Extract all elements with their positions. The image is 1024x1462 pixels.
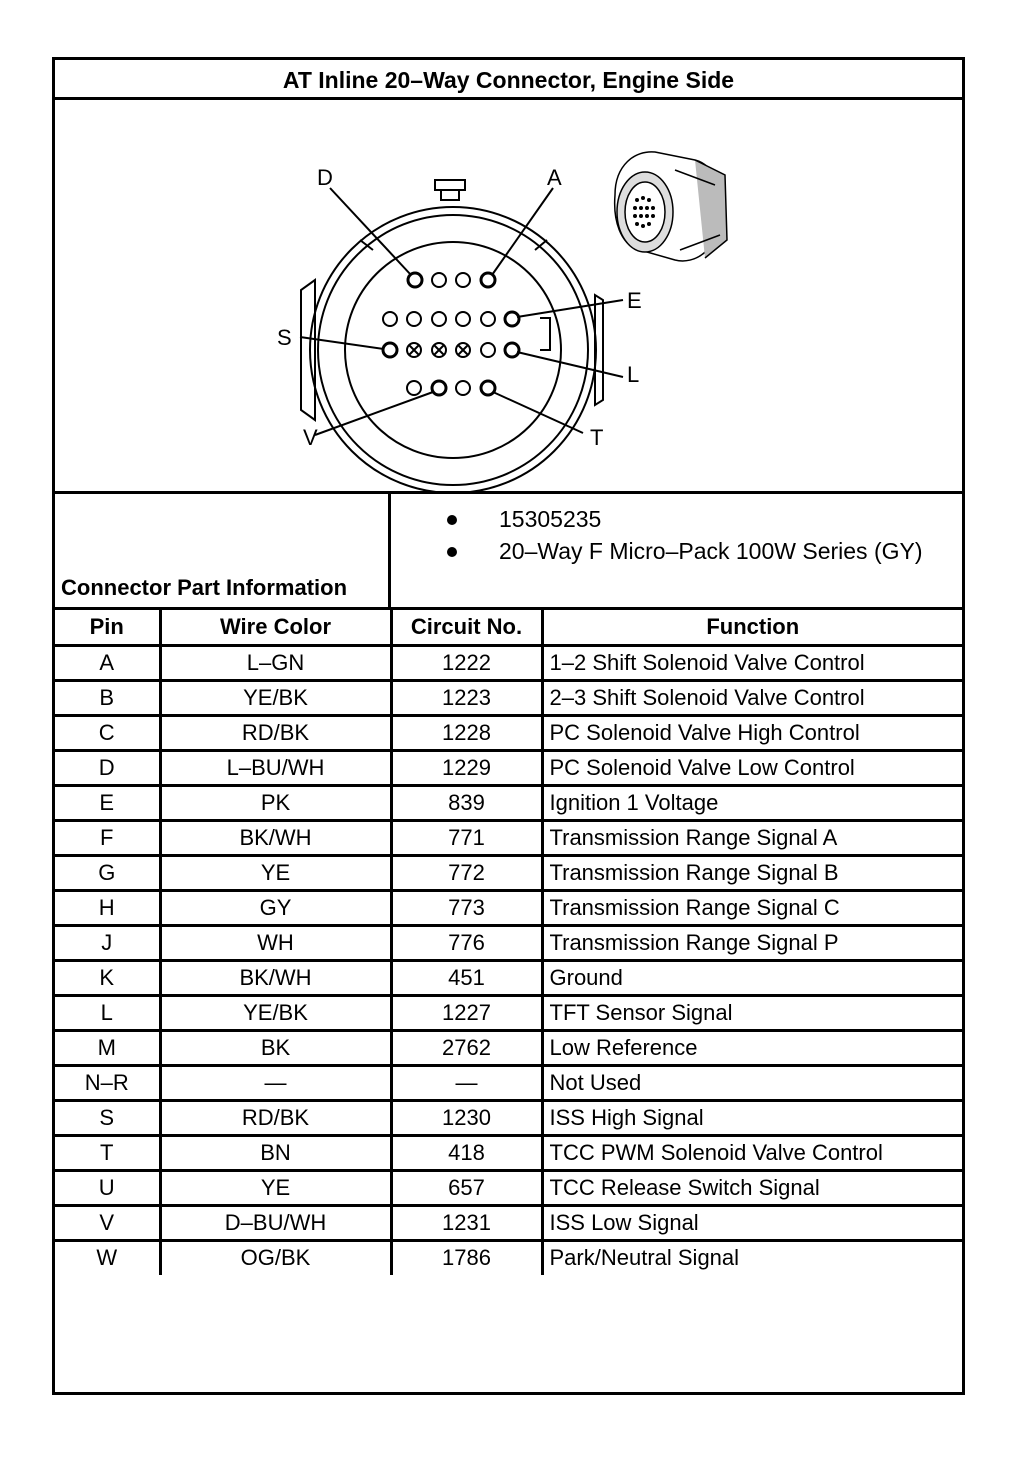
bullet-icon <box>447 547 457 557</box>
wire-color-cell: YE <box>160 1170 391 1205</box>
pin-cell: M <box>55 1030 160 1065</box>
callout-d: D <box>317 165 333 190</box>
function-cell: Transmission Range Signal A <box>542 820 962 855</box>
circuit-no-cell: 1222 <box>391 645 542 680</box>
function-cell: ISS Low Signal <box>542 1205 962 1240</box>
pin-cell: K <box>55 960 160 995</box>
header-function: Function <box>542 610 962 645</box>
callout-e: E <box>627 288 642 313</box>
table-row <box>55 1240 962 1275</box>
table-row <box>55 645 962 680</box>
pin-cell: U <box>55 1170 160 1205</box>
connector-sheet <box>52 57 965 1395</box>
circuit-no-cell: 772 <box>391 855 542 890</box>
connector-photo-icon <box>615 152 727 261</box>
function-cell: TFT Sensor Signal <box>542 995 962 1030</box>
wire-color-cell: BK/WH <box>160 820 391 855</box>
wire-color-cell: — <box>160 1065 391 1100</box>
pin-cell: A <box>55 645 160 680</box>
part-info-list <box>391 494 962 607</box>
circuit-no-cell: 1231 <box>391 1205 542 1240</box>
circuit-no-cell: 771 <box>391 820 542 855</box>
function-cell: TCC PWM Solenoid Valve Control <box>542 1135 962 1170</box>
wire-color-cell: L–BU/WH <box>160 750 391 785</box>
bullet-icon <box>447 515 457 525</box>
table-row <box>55 1030 962 1065</box>
pin-cell: W <box>55 1240 160 1275</box>
table-row <box>55 750 962 785</box>
callout-s: S <box>277 325 292 350</box>
table-row <box>55 785 962 820</box>
function-cell: Ignition 1 Voltage <box>542 785 962 820</box>
pin-cell: D <box>55 750 160 785</box>
circuit-no-cell: 773 <box>391 890 542 925</box>
wire-color-cell: RD/BK <box>160 715 391 750</box>
pin-cell: H <box>55 890 160 925</box>
function-cell: Transmission Range Signal B <box>542 855 962 890</box>
pin-cell: E <box>55 785 160 820</box>
function-cell: Transmission Range Signal P <box>542 925 962 960</box>
circuit-no-cell: 1223 <box>391 680 542 715</box>
pin-cell: V <box>55 1205 160 1240</box>
pin-table <box>55 610 962 1275</box>
table-row <box>55 995 962 1030</box>
function-cell: PC Solenoid Valve Low Control <box>542 750 962 785</box>
part-info-item: 20–Way F Micro–Pack 100W Series (GY) <box>391 536 962 566</box>
part-info-item: 15305235 <box>391 504 962 534</box>
pin-cell: G <box>55 855 160 890</box>
wire-color-cell: D–BU/WH <box>160 1205 391 1240</box>
table-row <box>55 1100 962 1135</box>
table-row <box>55 1065 962 1100</box>
pin-cell: S <box>55 1100 160 1135</box>
function-cell: Park/Neutral Signal <box>542 1240 962 1275</box>
wire-color-cell: BN <box>160 1135 391 1170</box>
pin-cell: T <box>55 1135 160 1170</box>
wire-color-cell: BK/WH <box>160 960 391 995</box>
circuit-no-cell: 657 <box>391 1170 542 1205</box>
connector-diagram <box>55 100 962 494</box>
pin-cell: L <box>55 995 160 1030</box>
page-title: AT Inline 20–Way Connector, Engine Side <box>55 60 962 100</box>
table-row <box>55 820 962 855</box>
pin-cell: B <box>55 680 160 715</box>
header-wire-color: Wire Color <box>160 610 391 645</box>
function-cell: PC Solenoid Valve High Control <box>542 715 962 750</box>
pin-cell: F <box>55 820 160 855</box>
table-row <box>55 1135 962 1170</box>
circuit-no-cell: 1227 <box>391 995 542 1030</box>
circuit-no-cell: 1230 <box>391 1100 542 1135</box>
wire-color-cell: YE <box>160 855 391 890</box>
table-row <box>55 715 962 750</box>
pin-cell: J <box>55 925 160 960</box>
circuit-no-cell: 1229 <box>391 750 542 785</box>
function-cell: ISS High Signal <box>542 1100 962 1135</box>
part-info-label: Connector Part Information <box>61 575 348 600</box>
function-cell: Ground <box>542 960 962 995</box>
table-row <box>55 925 962 960</box>
circuit-no-cell: 839 <box>391 785 542 820</box>
wire-color-cell: RD/BK <box>160 1100 391 1135</box>
wire-color-cell: L–GN <box>160 645 391 680</box>
pin-table-body <box>55 645 962 1275</box>
callout-l: L <box>627 362 640 387</box>
callout-v: V <box>303 425 318 450</box>
wire-color-cell: GY <box>160 890 391 925</box>
callout-a: A <box>547 165 562 190</box>
wire-color-cell: BK <box>160 1030 391 1065</box>
function-cell: TCC Release Switch Signal <box>542 1170 962 1205</box>
connector-face-drawing <box>55 100 962 491</box>
wire-color-cell: OG/BK <box>160 1240 391 1275</box>
circuit-no-cell: 1786 <box>391 1240 542 1275</box>
table-row <box>55 680 962 715</box>
header-circuit-no: Circuit No. <box>391 610 542 645</box>
function-cell: Transmission Range Signal C <box>542 890 962 925</box>
table-row <box>55 960 962 995</box>
circuit-no-cell: — <box>391 1065 542 1100</box>
connector-part-info <box>55 494 962 610</box>
wire-color-cell: YE/BK <box>160 995 391 1030</box>
table-row <box>55 855 962 890</box>
circuit-no-cell: 776 <box>391 925 542 960</box>
wire-color-cell: PK <box>160 785 391 820</box>
header-pin: Pin <box>55 610 160 645</box>
part-info-label-cell <box>55 494 391 607</box>
pin-cell: C <box>55 715 160 750</box>
wire-color-cell: YE/BK <box>160 680 391 715</box>
circuit-no-cell: 1228 <box>391 715 542 750</box>
circuit-no-cell: 451 <box>391 960 542 995</box>
pin-cell: N–R <box>55 1065 160 1100</box>
circuit-no-cell: 418 <box>391 1135 542 1170</box>
table-row <box>55 890 962 925</box>
table-header-row <box>55 610 962 645</box>
circuit-no-cell: 2762 <box>391 1030 542 1065</box>
function-cell: Not Used <box>542 1065 962 1100</box>
wire-color-cell: WH <box>160 925 391 960</box>
callout-t: T <box>590 425 604 450</box>
function-cell: Low Reference <box>542 1030 962 1065</box>
function-cell: 2–3 Shift Solenoid Valve Control <box>542 680 962 715</box>
table-row <box>55 1205 962 1240</box>
table-row <box>55 1170 962 1205</box>
function-cell: 1–2 Shift Solenoid Valve Control <box>542 645 962 680</box>
